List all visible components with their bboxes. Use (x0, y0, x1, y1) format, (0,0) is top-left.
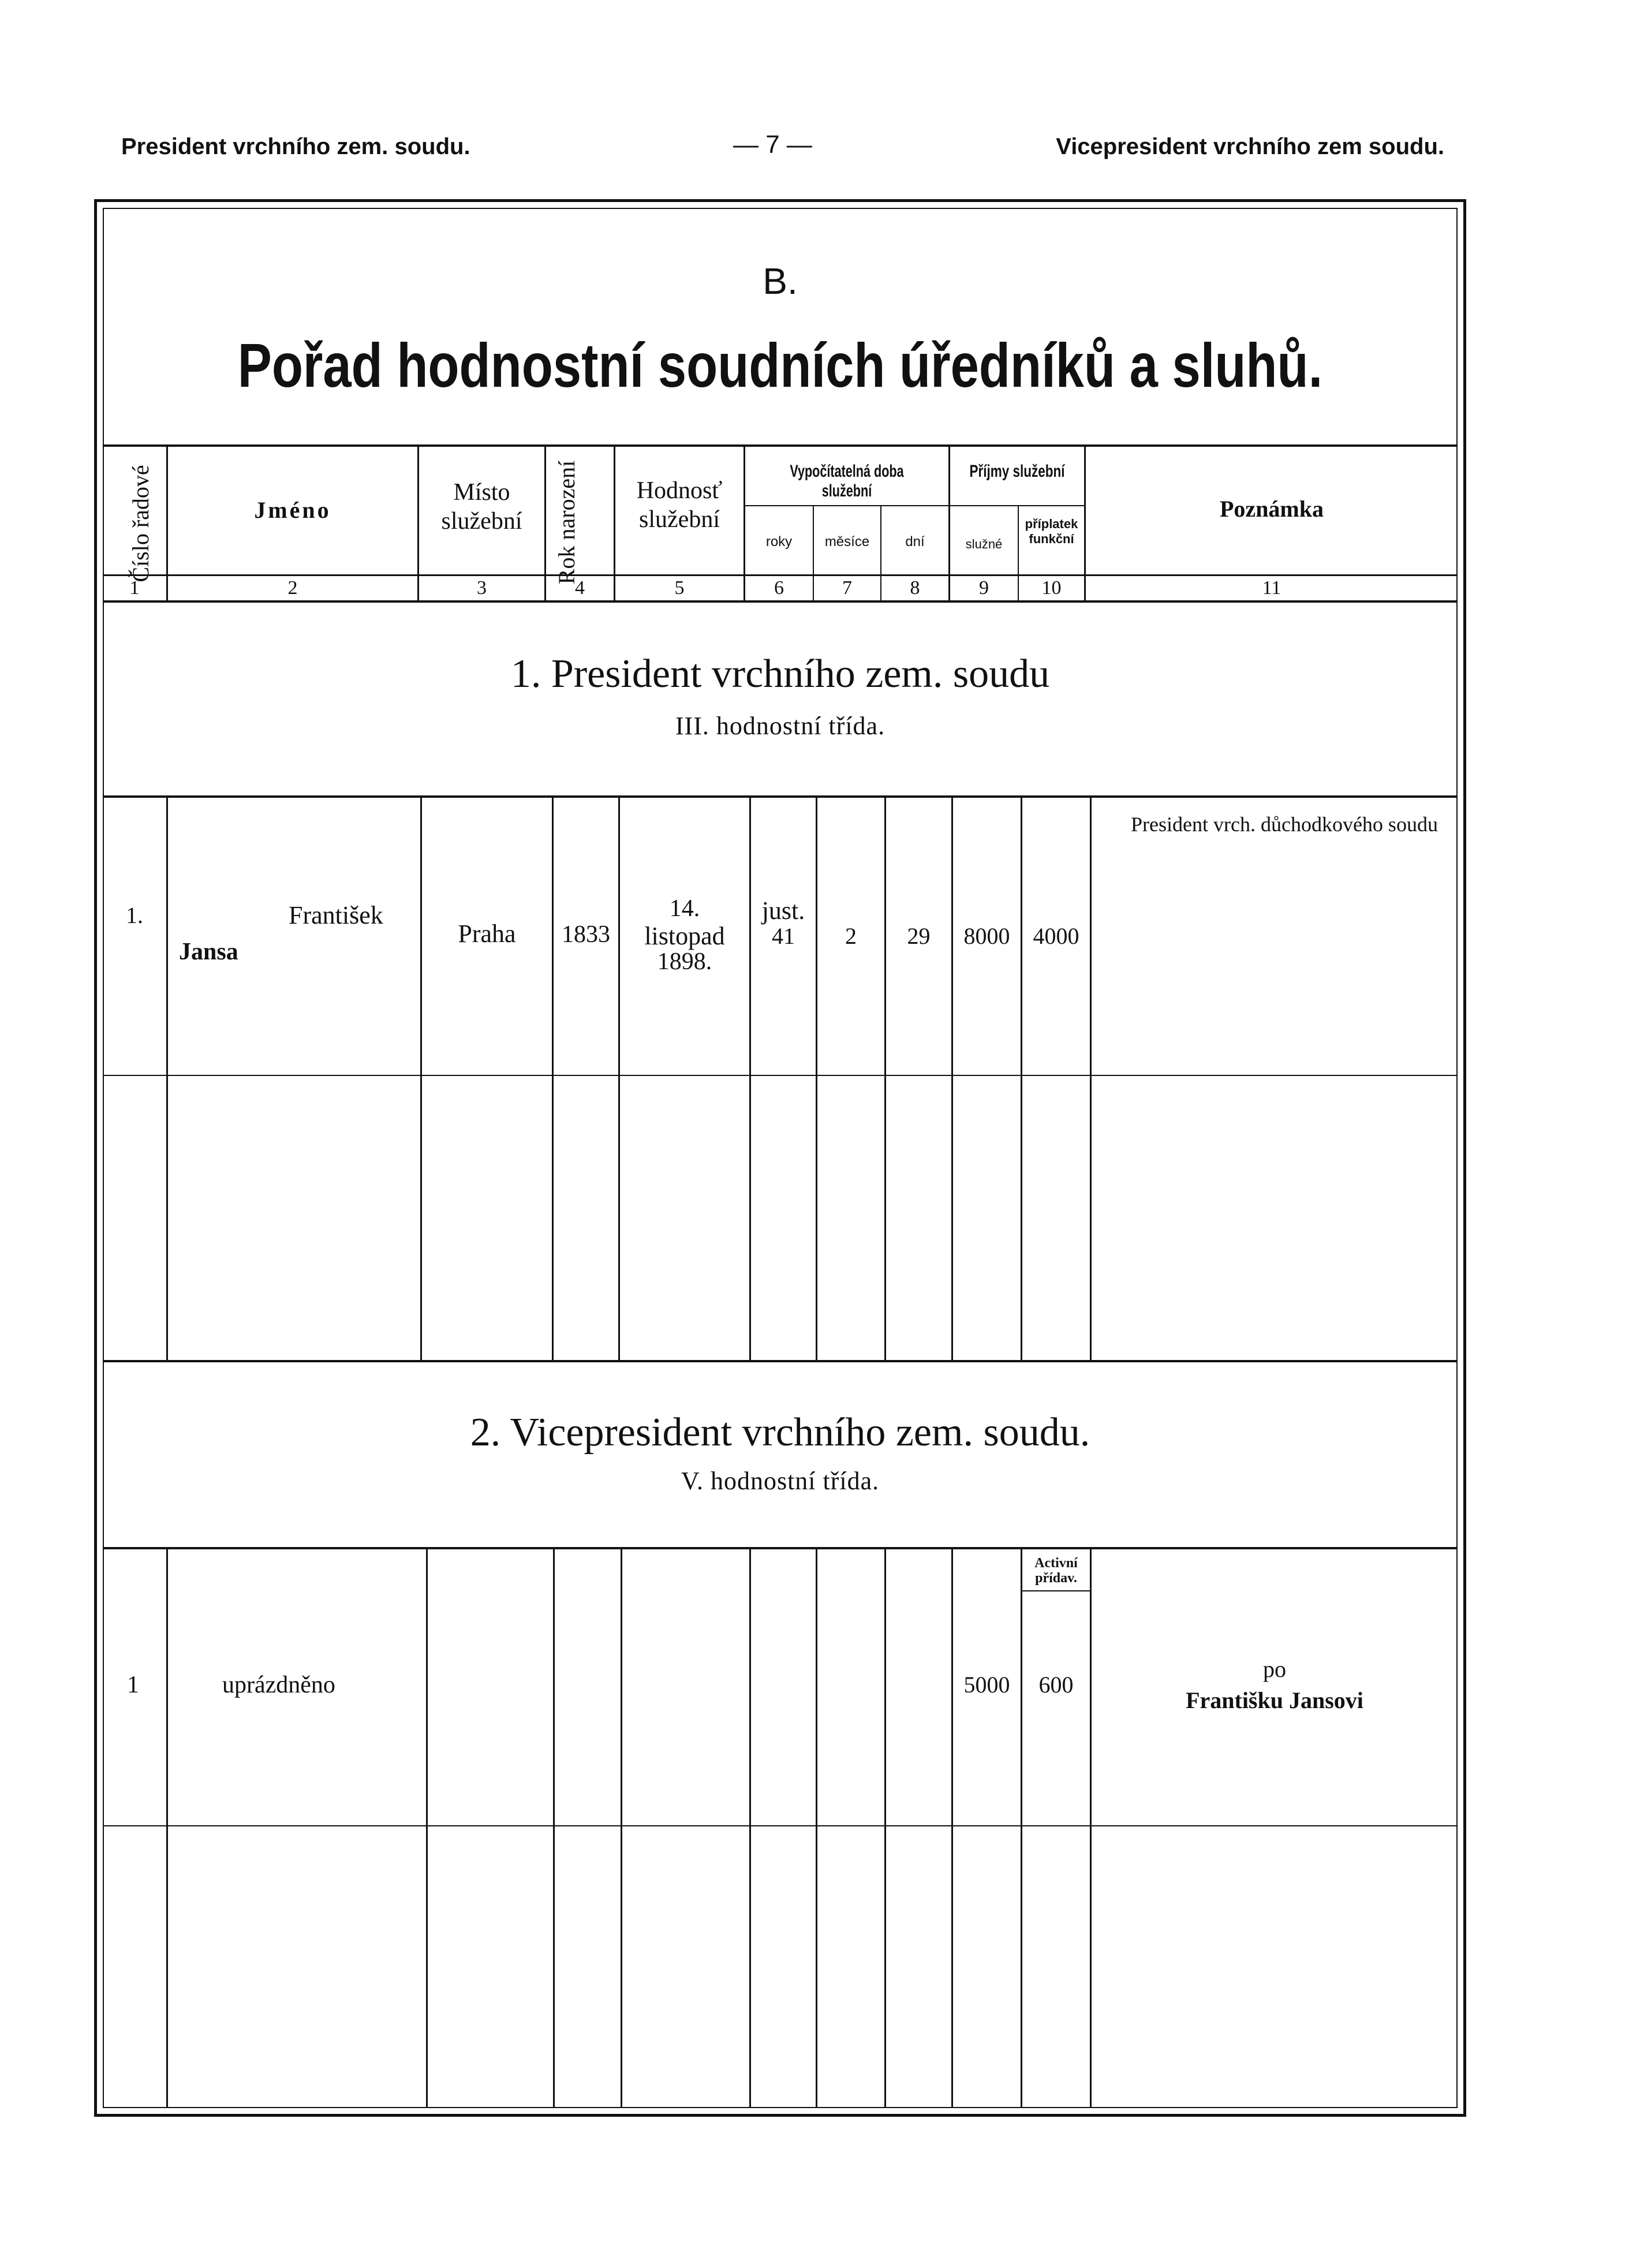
col-number-6: 6 (774, 577, 784, 599)
g1-days: 29 (907, 923, 931, 949)
g1-months: 2 (845, 923, 857, 949)
col-header-name: Jméno (254, 497, 331, 523)
col-number-9: 9 (979, 577, 989, 599)
g1-years: 41 (772, 923, 795, 949)
group2-row-rule (103, 1825, 1458, 1826)
col-header-service-group: Vypočítatelná doba služební (790, 462, 904, 500)
allowance-header-rule (1022, 1590, 1090, 1591)
g2-salary: 5000 (963, 1672, 1010, 1698)
col-divider (618, 797, 620, 1360)
col-number-4: 4 (575, 577, 585, 599)
group2-subtitle: V. hodnostní třída. (681, 1467, 880, 1495)
col-header-days: dní (905, 534, 925, 550)
group2-top-rule (103, 1547, 1458, 1549)
group1-top-rule (103, 795, 1458, 798)
col-divider (552, 797, 554, 1360)
col-divider (951, 797, 953, 1360)
col-number-3: 3 (477, 577, 487, 599)
col-number-8: 8 (910, 577, 920, 599)
col-divider (1090, 797, 1092, 1360)
col-header-income-group: Příjmy služební (969, 462, 1065, 481)
col-divider (884, 797, 886, 1360)
col-header-months: měsíce (824, 534, 870, 550)
group1-bottom-rule (103, 1360, 1458, 1362)
group1-row-rule (103, 1075, 1458, 1076)
col-divider (749, 797, 751, 1360)
col-divider (621, 1548, 622, 2108)
running-header-right: Vicepresident vrchního zem soudu. (1056, 134, 1444, 159)
g1-note: President vrch. důchodkového soudu (1131, 813, 1438, 836)
g1-allowance: 4000 (1033, 923, 1079, 949)
g2-allowance-header: Activní přídav. (1034, 1556, 1078, 1586)
section-title: Pořad hodnostní soudních úředníků a sluhů. (237, 330, 1323, 400)
g1-years-qualifier: just. (761, 896, 805, 925)
g1-firstname: František (289, 901, 383, 929)
col-divider (420, 797, 422, 1360)
col-header-birth: Rok narození (554, 460, 580, 585)
g2-note-line1: po (1263, 1656, 1286, 1682)
col-divider (426, 1548, 428, 2108)
g2-name: uprázdněno (222, 1672, 335, 1698)
col-divider (1021, 797, 1022, 1360)
header-bottom-rule (103, 600, 1458, 603)
col-divider (166, 797, 168, 1360)
col-header-rank: Hodnosť služební (636, 477, 723, 533)
col-divider (749, 1548, 751, 2108)
col-number-7: 7 (842, 577, 852, 599)
g2-allowance: 600 (1038, 1672, 1074, 1698)
header-top-rule (103, 444, 1458, 447)
col-divider (884, 1548, 886, 2108)
page-number: — 7 — (733, 130, 812, 159)
col-number-11: 11 (1262, 577, 1281, 599)
col-header-years: roky (765, 534, 793, 550)
col-header-place: Místo služební (441, 479, 522, 535)
col-header-note: Poznámka (1220, 496, 1324, 522)
g1-rank-year: 1898. (657, 948, 712, 975)
col-divider (1021, 1548, 1022, 2108)
col-number-10: 10 (1041, 577, 1062, 599)
g1-rank-month: listopad (644, 922, 725, 950)
group1-subtitle: III. hodnostní třída. (675, 712, 886, 740)
col-header-allowance: příplatek funkční (1025, 517, 1078, 546)
col-number-1: 1 (129, 577, 140, 599)
g2-note-line2: Františku Jansovi (1186, 1687, 1363, 1713)
g1-place: Praha (458, 920, 516, 948)
col-divider (1090, 1548, 1092, 2108)
group1-title: 1. President vrchního zem. soudu (510, 652, 1050, 696)
section-letter: B. (763, 260, 798, 302)
col-number-2: 2 (287, 577, 298, 599)
subgroup-rule (745, 505, 1085, 506)
g1-rank-day: 14. (669, 895, 700, 922)
g1-salary: 8000 (963, 923, 1010, 949)
col-number-5: 5 (674, 577, 685, 599)
g1-birth-year: 1833 (562, 921, 610, 948)
col-header-salary: služné (965, 537, 1003, 551)
g1-row-number: 1. (126, 902, 143, 928)
g1-surname: Jansa (179, 939, 238, 965)
col-divider (816, 797, 817, 1360)
g2-row-number: 1 (127, 1672, 139, 1698)
col-divider (951, 1548, 953, 2108)
col-divider (166, 1548, 168, 2108)
col-divider (553, 1548, 555, 2108)
col-header-number: Číslo řadové (128, 465, 154, 582)
running-header-left: President vrchního zem. soudu. (121, 134, 470, 159)
group2-title: 2. Vicepresident vrchního zem. soudu. (470, 1410, 1090, 1455)
header-mid-rule (103, 574, 1458, 576)
col-divider (816, 1548, 817, 2108)
